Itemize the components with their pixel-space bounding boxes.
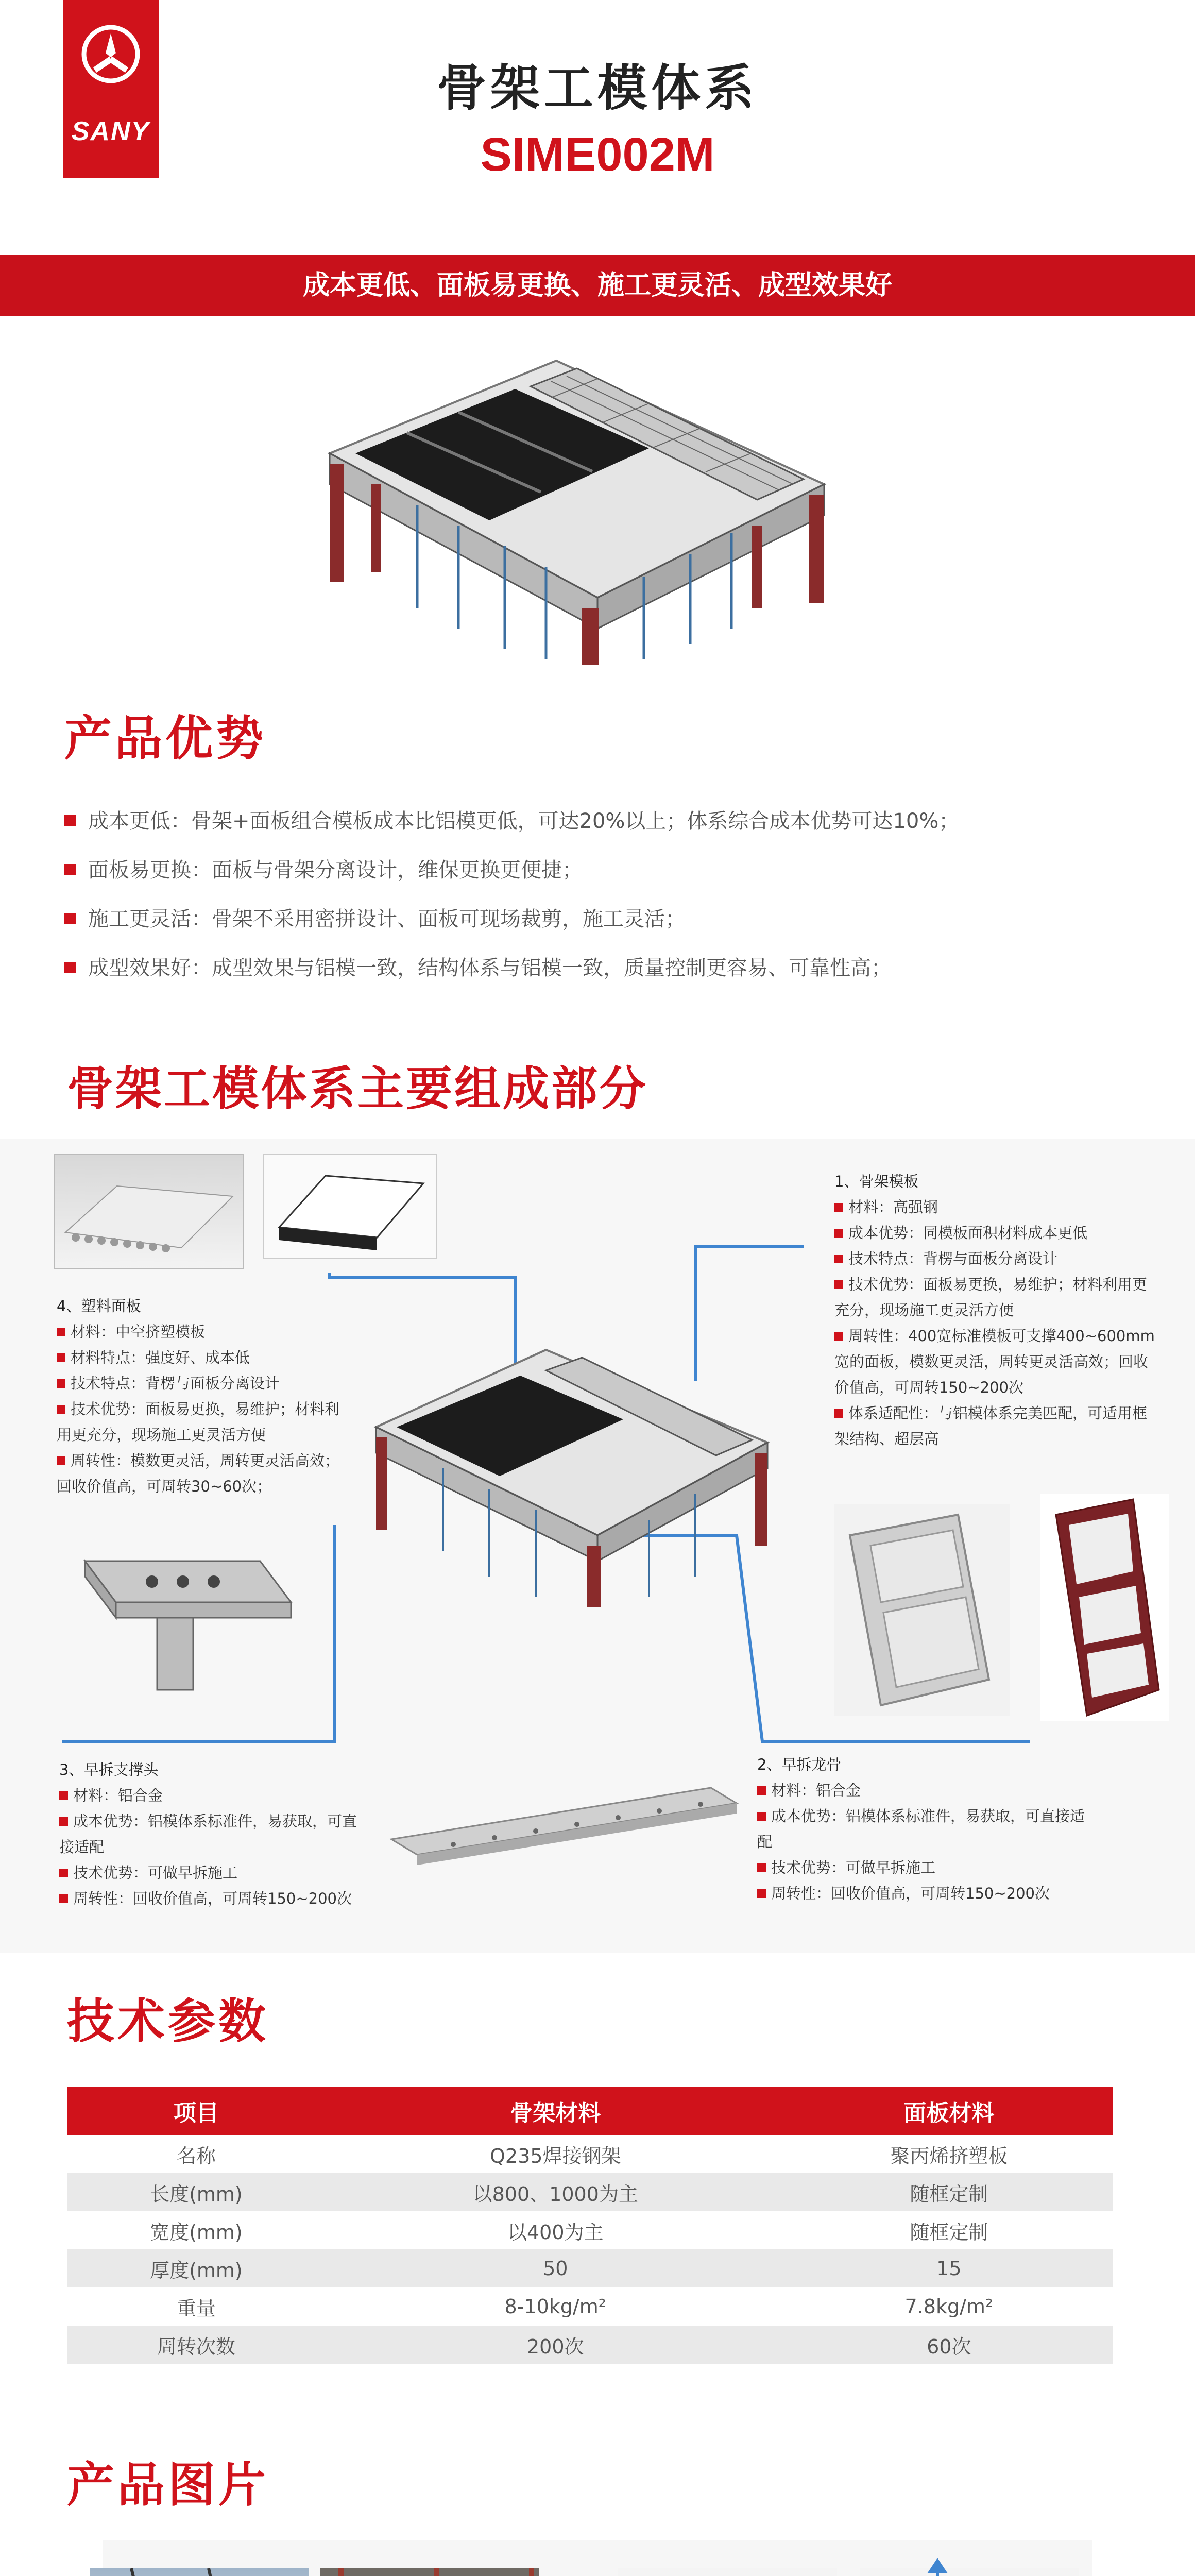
note-line: 成本优势：铝模体系标准件，易获取，可直接适配 <box>757 1807 1085 1851</box>
component-note-1: 1、骨架模板 材料：高强钢 成本优势：同模板面积材料成本更低 技术特点：背楞与面板分离设计 技术优势：面板易更换，易维护；材料利用更充分，现场施工更灵活方便 周转性：400宽标准模板可支撑400~600mm宽的面板，模数更灵活，周转更灵活高效；回收价值高，可周转150~200次 体系适配性：与铝模体系完美匹配，可适用框架结构、超层高 <box>834 1168 1159 1452</box>
table-row: 周转次数 200次 60次 <box>67 2326 1113 2364</box>
bullet-icon <box>834 1332 843 1341</box>
note-line: 技术优势：面板易更换，易维护；材料利用更充分，现场施工更灵活方便 <box>834 1276 1148 1319</box>
bullet-icon <box>57 1456 65 1465</box>
bullet-icon <box>59 1894 68 1903</box>
bullet-icon <box>64 815 76 826</box>
params-table <box>67 2087 1113 2364</box>
table-row: 重量 8-10kg/m² 7.8kg/m² <box>176 2295 994 2320</box>
note-line: 材料：中空挤塑模板 <box>57 1319 345 1345</box>
note-line: 材料：高强钢 <box>834 1194 1159 1220</box>
note-line: 技术特点：背楞与面板分离设计 <box>834 1246 1159 1272</box>
table-row: 宽度(mm) 以400为主 随框定制 <box>150 2221 988 2244</box>
params-heading: 技术参数 <box>67 1994 269 2049</box>
bullet-icon <box>757 1863 766 1872</box>
note-line: 技术优势：可做早拆施工 <box>757 1855 1087 1880</box>
table-header-row <box>67 2087 1113 2135</box>
keel-render <box>381 1772 742 1875</box>
advantage-item: 成型效果好：成型效果与铝模一致，结构体系与铝模一致，质量控制更容易、可靠性高； <box>64 952 892 981</box>
bullet-icon <box>834 1255 843 1263</box>
gallery-connector-lines <box>103 2550 1092 2576</box>
note-line: 材料特点：强度好、成本低 <box>57 1345 345 1370</box>
component-note-2: 2、早拆龙骨 材料：铝合金 成本优势：铝模体系标准件，易获取，可直接适配 技术优势：可做早拆施工 周转性：回收价值高，可周转150~200次 <box>757 1752 1087 1906</box>
support-head-render <box>64 1540 312 1695</box>
column-header: 项目 <box>67 2087 326 2135</box>
note-line: 周转性：400宽标准模板可支撑400~600mm宽的面板，模数更灵活，周转更灵活高效；回收价值高，可周转150~200次 <box>834 1327 1155 1396</box>
component-note-3: 3、早拆支撑头 材料：铝合金 成本优势：铝模体系标准件，易获取，可直接适配 技术优势：可做早拆施工 周转性：回收价值高，可周转150~200次 <box>59 1757 368 1911</box>
note-line: 周转性：模数更灵活，周转更灵活高效；回收价值高，可周转30~60次； <box>57 1452 340 1495</box>
column-header: 面板材料 <box>786 2087 1113 2135</box>
note-line: 材料：铝合金 <box>59 1783 368 1808</box>
note-line: 成本优势：同模板面积材料成本更低 <box>834 1220 1159 1246</box>
model-number: SIME002M <box>480 128 715 181</box>
bullet-icon <box>57 1328 65 1336</box>
bullet-icon <box>834 1280 843 1289</box>
bullet-icon <box>59 1869 68 1877</box>
bullet-icon <box>57 1379 65 1388</box>
bullet-icon <box>59 1791 68 1800</box>
component-note-4: 4、塑料面板 材料：中空挤塑模板 材料特点：强度好、成本低 技术特点：背楞与面板分离设计 技术优势：面板易更换，易维护；材料利用更充分，现场施工更灵活方便 周转性：模数更灵活，周转更灵活高效；回收价值高，可周转30~60次； <box>57 1293 345 1499</box>
note-line: 技术优势：面板易更换，易维护；材料利用更充分，现场施工更灵活方便 <box>57 1400 340 1444</box>
bullet-icon <box>834 1409 843 1418</box>
bullet-icon <box>64 962 76 973</box>
gallery-heading: 产品图片 <box>67 2458 269 2513</box>
note-line: 周转性：回收价值高，可周转150~200次 <box>59 1886 368 1911</box>
system-render <box>361 1329 783 1618</box>
advantage-item: 施工更灵活：骨架不采用密拼设计、面板可现场裁剪，施工灵活； <box>64 903 686 932</box>
note-line: 技术优势：可做早拆施工 <box>59 1860 368 1886</box>
plastic-panel-photo <box>54 1154 244 1269</box>
bullet-icon <box>59 1817 68 1826</box>
table-row: 名称 Q235焊接钢架 聚丙烯挤塑板 <box>176 2144 1008 2167</box>
note-line: 技术特点：背楞与面板分离设计 <box>57 1370 345 1396</box>
brand-name: SANY <box>71 116 150 146</box>
hero-formwork-render <box>288 330 855 665</box>
bullet-icon <box>64 913 76 924</box>
advantage-item: 面板易更换：面板与骨架分离设计，维保更换更便捷； <box>64 854 583 883</box>
table-row: 长度(mm) 以800、1000为主 随框定制 <box>67 2173 1113 2211</box>
panel-section-photo <box>263 1154 437 1259</box>
bullet-icon <box>57 1405 65 1414</box>
bullet-icon <box>57 1353 65 1362</box>
bullet-icon <box>757 1889 766 1898</box>
bullet-icon <box>834 1203 843 1212</box>
note-line: 成本优势：铝模体系标准件，易获取，可直接适配 <box>59 1812 357 1856</box>
components-heading: 骨架工模体系主要组成部分 <box>67 1062 648 1116</box>
slogan-banner: 成本更低、面板易更换、施工更灵活、成型效果好 <box>0 255 1195 316</box>
advantages-heading: 产品优势 <box>64 711 267 766</box>
bullet-icon <box>757 1812 766 1821</box>
column-header: 骨架材料 <box>326 2087 786 2135</box>
bullet-icon <box>757 1786 766 1795</box>
advantage-item: 成本更低：骨架+面板组合模板成本比铝模更低，可达20%以上；体系综合成本优势可达10%； <box>64 805 959 834</box>
steel-frame-photo <box>834 1504 1010 1716</box>
note-line: 周转性：回收价值高，可周转150~200次 <box>757 1880 1087 1906</box>
page-title: 骨架工模体系 <box>437 59 758 117</box>
note-line: 材料：铝合金 <box>757 1777 1087 1803</box>
bullet-icon <box>834 1229 843 1238</box>
table-row: 厚度(mm) 50 15 <box>67 2249 1113 2287</box>
note-line: 体系适配性：与铝模体系完美匹配，可适用框架结构、超层高 <box>834 1404 1148 1448</box>
bullet-icon <box>64 864 76 875</box>
steel-frame-photo-alt <box>1040 1494 1169 1721</box>
